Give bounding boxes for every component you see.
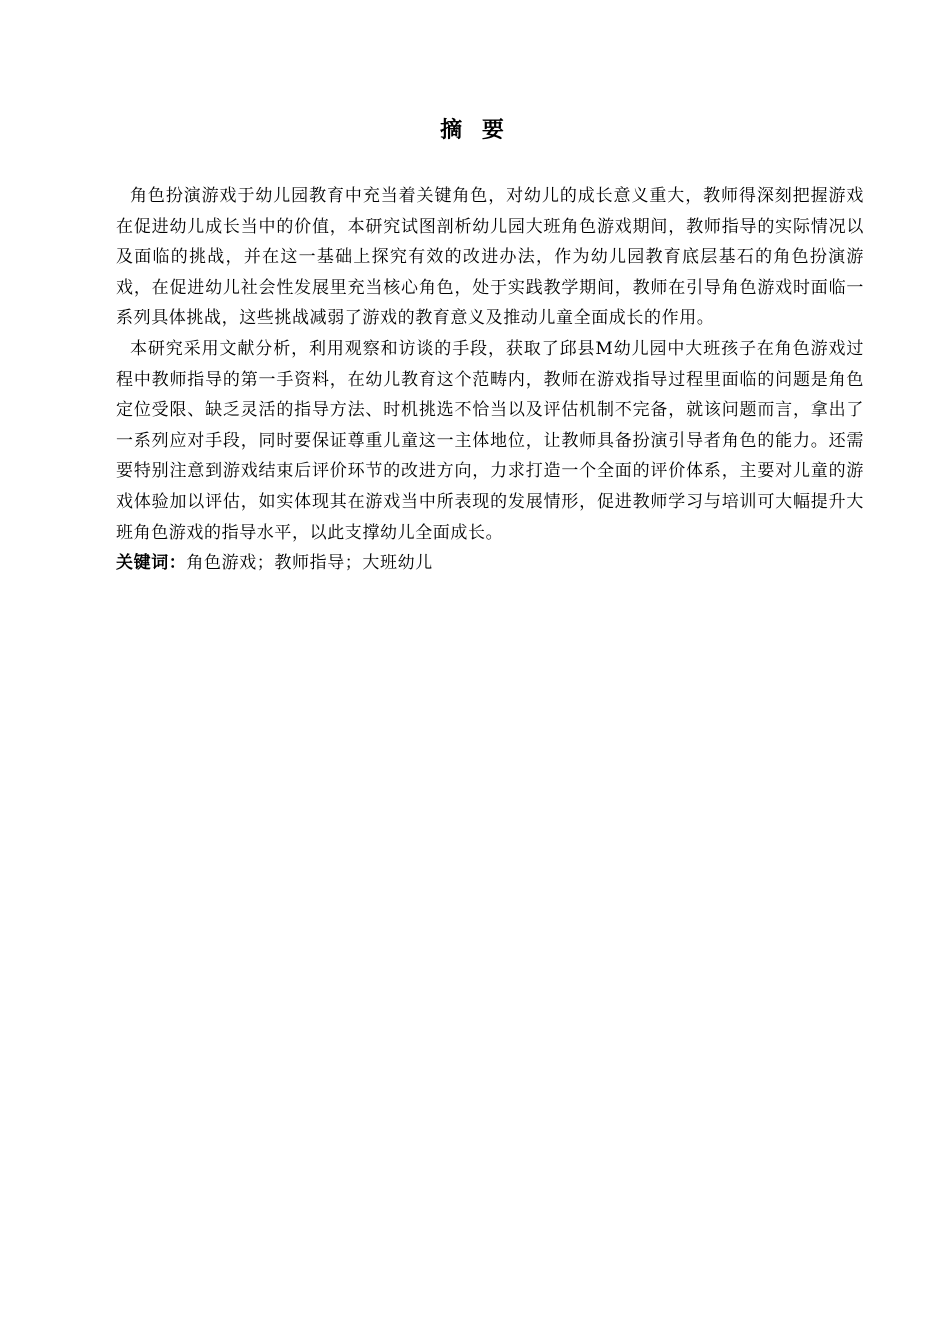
page-title: 摘 要 — [440, 118, 510, 143]
keywords-text: 角色游戏；教师指导；大班幼儿 — [186, 553, 433, 574]
abstract-paragraph-1: 角色扮演游戏于幼儿园教育中充当着关键角色，对幼儿的成长意义重大，教师得深刻把握游戏在促进幼儿成长当中的价值，本研究试图剖析幼儿园大班角色游戏期间，教师指导的实际情况以及面临的挑战，并在这一基础上探究有效的改进办法，作为幼儿园教育底层基石的角色扮演游戏，在促进幼儿社会性发展里充当核心角色，处于实践教学期间，教师在引导角色游戏时面临一系列具体挑战，这些挑战减弱了游戏的教育意义及推动儿童全面成长的作用。 — [116, 186, 864, 329]
keywords-label: 关键词： — [116, 553, 187, 574]
abstract-body — [116, 181, 864, 579]
abstract-paragraph-2: 本研究采用文献分析，利用观察和访谈的手段，获取了邱县M幼儿园中大班孩子在角色游戏过程中教师指导的第一手资料，在幼儿教育这个范畴内，教师在游戏指导过程里面临的问题是角色定位受限、缺乏灵活的指导方法、时机挑选不恰当以及评估机制不完备，就该问题而言，拿出了一系列应对手段，同时要保证尊重儿童这一主体地位，让教师具备扮演引导者角色的能力。还需要特别注意到游戏结束后评价环节的改进方向，力求打造一个全面的评价体系，主要对儿童的游戏体验加以评估，如实体现其在游戏当中所表现的发展情形，促进教师学习与培训可大幅提升大班角色游戏的指导水平，以此支撑幼儿全面成长。 — [116, 338, 864, 543]
keywords-line — [116, 548, 864, 579]
